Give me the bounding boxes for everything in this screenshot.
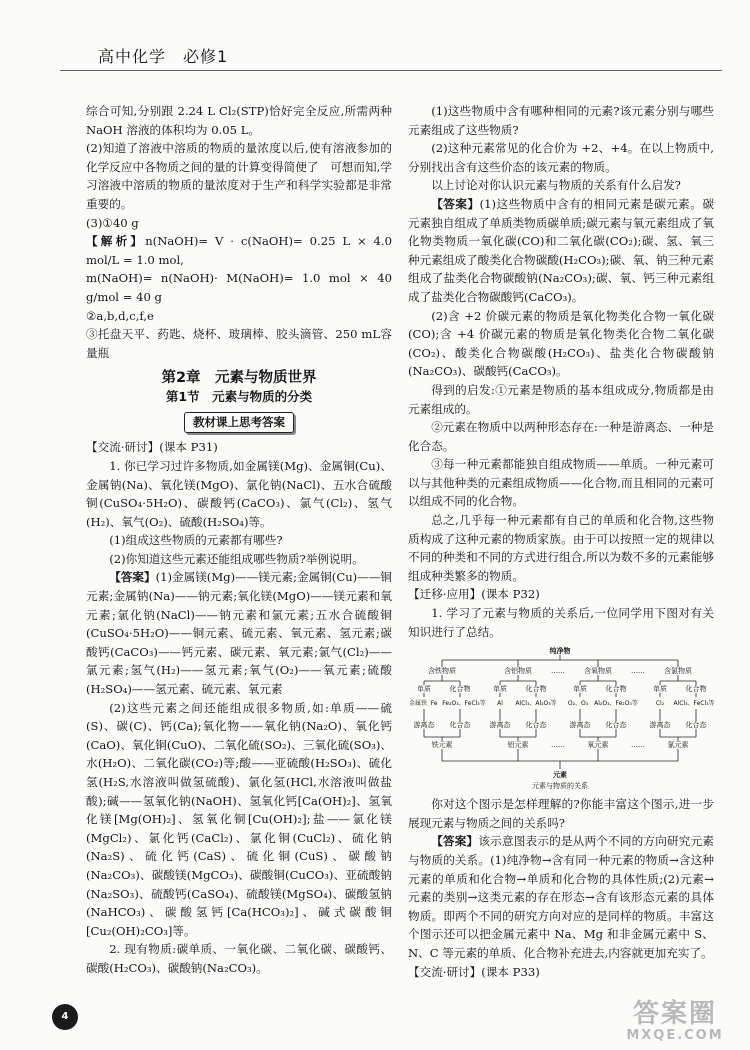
header-rule (60, 70, 722, 71)
paragraph: (1)组成这些物质的元素都有哪些? (109, 533, 283, 548)
example-compound: AlCl₃、FeCl₃等 (673, 700, 715, 708)
page-number: 4 (52, 1004, 78, 1030)
paragraph: 【交流·研讨】(课本 P33) (408, 964, 540, 979)
diagram-bottom-label: 元素 (553, 771, 567, 780)
combined-state-label: 化合态 (525, 721, 547, 730)
ellipsis: …… (551, 667, 565, 676)
simple-substance-label: 单质 (417, 685, 431, 694)
paragraph: 综合可知,分别跟 2.24 L Cl₂(STP)恰好完全反应,所需两种 NaOH 溶液的体积均为 0.05 L。 (86, 104, 392, 137)
paragraph: 【迁移·应用】(课本 P32) (408, 587, 540, 602)
page-header-title: 高中化学 必修1 (98, 47, 229, 66)
label-answer: 【答案】 (431, 196, 480, 211)
paragraph: ③托盘天平、药匙、烧杯、玻璃棒、胶头滴管、250 mL容量瓶 (86, 327, 392, 360)
paragraph (408, 195, 714, 307)
paragraph: 【交流·研讨】(课本 P31) (86, 440, 218, 455)
watermark-text: 答案圈 (632, 999, 717, 1029)
simple-substance-label: 单质 (573, 685, 587, 694)
text: 该示意图表示的是从两个不同的方向研究元素与物质的关系。(1)纯净物→含有同一种元素的物质→含这种元素的单质和化合物→单质和化合物的具体性质;(2)元素→元素的类别→这类元素的存在形态→含有该形态元素的具体物质。即两个不同的研究方向对应的是同样的物质。丰富这个图示还可以把金属元素中 Na、Mg 和非金属元素中 S、N、C 等元素的单质、化合物补充进去,内容就更加充实了。 (408, 834, 714, 960)
compound-label: 化合物 (605, 685, 627, 694)
paragraph: 1. 你已学习过许多物质,如金属镁(Mg)、金属铜(Cu)、金属钠(Na)、氧化镁(MgO)、氯化钠(NaCl)、五水合硫酸铜(CuSO₄·5H₂O)、碳酸钙(CaCO₃)、氯气(Cl₂)、氢气(H₂)、氧气(O₂)、硫酸(H₂SO₄)等。 (86, 458, 392, 529)
answer-box-label: 教材课上思考答案 (184, 412, 294, 433)
paragraph: ②元素在物质中以两种形态存在:一种是游离态、一种是化合态。 (408, 420, 714, 453)
paragraph: (1)这些物质中含有哪种相同的元素?该元素分别与哪些元素组成了这些物质? (408, 104, 714, 137)
simple-substance-label: 单质 (493, 685, 507, 694)
element-label: 铁元素 (431, 741, 453, 750)
paragraph: ②a,b,d,c,f,e (86, 308, 154, 323)
paragraph: 得到的启发:①元素是物质的基本组成成分,物质都是由元素组成的。 (408, 382, 714, 416)
compound-label: 化合物 (449, 685, 471, 694)
metal-prefix-label: 金属铁 (408, 700, 428, 708)
group-title: 含铁物质 (428, 667, 456, 676)
section-title: 第1节 元素与物质的分类 (165, 389, 313, 405)
paragraph: ③每一种元素都能独自组成物质——单质。一种元素可以与其他种类的元素组成物质——化合物,而且相同的元素可以组成不同的化合物。 (408, 457, 714, 509)
simple-substance-label: 单质 (653, 685, 667, 694)
paragraph: 你对这个图示是怎样理解的?你能丰富这个图示,进一步展现元素与物质之间的关系吗? (408, 797, 714, 830)
paragraph (408, 832, 714, 962)
element-label: 氯元素 (667, 741, 689, 750)
example-substance: O₂、O₃ (567, 700, 589, 708)
compound-label: 化合物 (525, 685, 547, 694)
right-column (408, 102, 714, 981)
label-analysis: 【解析】 (86, 234, 146, 249)
diagram-top-label: 纯净物 (549, 647, 571, 656)
paragraph: 2. 现有物质:碳单质、一氧化碳、二氧化碳、碳酸钙、碳酸(H₂CO₃)、碳酸钠(Na₂CO₃)。 (86, 942, 392, 975)
combined-state-label: 化合态 (605, 721, 627, 730)
text: n(NaOH)= V · c(NaOH)= 0.25 L × 4.0 mol/L = 1.0 mol, (86, 234, 392, 267)
paragraph: (2)这种元素常见的化合价为 +2、+4。在以上物质中,分别找出含有这些价态的该元素的物质。 (408, 141, 714, 174)
group-title: 含氯物质 (664, 667, 692, 676)
paragraph: (2)知道了溶液中溶质的物质的量浓度以后,使有溶液参加的化学反应中各物质之间的量的计算变得简便了 可想而知,学习溶液中溶质的物质的量浓度对于生产和科学实验都是非常重要的。 (86, 141, 392, 211)
label-answer: 【答案】 (431, 834, 479, 849)
paragraph (86, 232, 392, 269)
example-compound: AlCl₃、Al₂O₃等 (515, 700, 557, 708)
paragraph: (2)你知道这些元素还能组成哪些物质?举例说明。 (109, 551, 364, 566)
text: (1)这些物质中含有的相同元素是碳元素。碳元素独自组成了单质类物质碳单质;碳元素与氧元素组成了氧化物类物质一氧化碳(CO)和二氧化碳(CO₂);碳、氢、氧三种元素组成了酸类化合物碳酸(H₂CO₃);碳、氧、钠三种元素组成了盐类化合物碳酸钠(Na₂CO₃);碳、氧、钙三种元素组成了盐类化合物碳酸钙(CaCO₃)。 (408, 196, 714, 304)
watermark-url: MXQE.COM (626, 1028, 724, 1043)
combined-state-label: 化合态 (449, 721, 471, 730)
paragraph: m(NaOH)= n(NaOH)· M(NaOH)= 1.0 mol × 40 g/mol = 40 g (86, 271, 392, 304)
paragraph (86, 568, 392, 698)
ellipsis: …… (551, 741, 565, 750)
chapter-title: 第2章 元素与物质世界 (161, 370, 317, 387)
paragraph: 以上讨论对你认识元素与物质的关系有什么启发? (431, 178, 681, 193)
compound-label: 化合物 (685, 685, 707, 694)
example-substance: Cl₂ (655, 700, 665, 708)
element-label: 氧元素 (587, 741, 609, 750)
free-state-label: 游离态 (489, 721, 511, 730)
example-compound: Fe₂O₃、FeCl₃等 (442, 700, 486, 708)
free-state-label: 游离态 (413, 721, 435, 730)
example-substance: Fe (430, 700, 438, 708)
group-title: 含铝物质 (504, 667, 532, 676)
element-matter-diagram (408, 645, 715, 795)
example-compound: Al₂O₃、Fe₂O₃等 (594, 700, 638, 708)
ellipsis: …… (631, 741, 645, 750)
combined-state-label: 化合态 (685, 721, 707, 730)
watermark-logo (610, 1000, 740, 1043)
example-substance: Al (497, 700, 503, 708)
free-state-label: 游离态 (649, 721, 671, 730)
label-answer: 【答案】 (109, 570, 156, 585)
ellipsis: …… (631, 667, 645, 676)
paragraph: (2)这些元素之间还能组成很多物质,如:单质——硫(S)、碳(C)、钙(Ca);氧化物——氧化钠(Na₂O)、氧化钙(CaO)、氧化铜(CuO)、二氧化硫(SO₂)、三氧化硫(SO₃)、水(H₂O)、二氧化碳(CO₂)等;酸——亚硫酸(H₂SO₃)、硫化氢(H₂S,水溶液叫做氢硫酸)、氯化氢(HCl,水溶液叫做盐酸);碱——氢氧化钠(NaOH)、氢氧化钙[Ca(OH)₂]、氢氧化镁[Mg(OH)₂]、氢氧化铜[Cu(OH)₂];盐——氯化镁(MgCl₂)、氯化钙(CaCl₂)、氯化铜(CuCl₂)、硫化钠(Na₂S)、硫化钙(CaS)、硫化铜(CuS)、碳酸钠(Na₂CO₃)、碳酸镁(MgCO₃)、碳酸铜(CuCO₃)、亚硫酸钠(Na₂SO₃)、硫酸钙(CaSO₄)、硫酸镁(MgSO₄)、碳酸氢钠(NaHCO₃)、碳酸氢钙[Ca(HCO₃)₂]、碱式碳酸铜[Cu₂(OH)₂CO₃]等。 (86, 700, 392, 938)
group-title: 含氧物质 (584, 667, 612, 676)
diagram-caption: 元素与物质的关系 (532, 782, 588, 791)
free-state-label: 游离态 (569, 721, 591, 730)
element-label: 铝元素 (507, 741, 529, 750)
text: (1)金属镁(Mg)——镁元素;金属铜(Cu)——铜元素;金属钠(Na)——钠元素;氧化镁(MgO)——镁元素和氧元素;氯化钠(NaCl)——钠元素和氯元素;五水合硫酸铜(CuSO₄·5H₂O)——铜元素、硫元素、氧元素、氢元素;碳酸钙(CaCO₃)——钙元素、碳元素、氧元素;氯气(Cl₂)——氯元素;氢气(H₂)——氢元素;氧气(O₂)——氧元素;硫酸(H₂SO₄)——氢元素、硫元素、氧元素 (86, 570, 392, 697)
paragraph: (3)①40 g (86, 215, 139, 230)
left-column (86, 102, 392, 978)
paragraph: 总之,几乎每一种元素都有自己的单质和化合物,这些物质构成了这种元素的物质家族。由于可以按照一定的规律以不同的种类和不同的方式进行组合,所以为数不多的元素能够组成种类繁多的物质。 (408, 513, 714, 583)
paragraph: (2)含 +2 价碳元素的物质是氧化物类化合物一氧化碳(CO);含 +4 价碳元素的物质是氧化物类化合物二氧化碳(CO₂)、酸类化合物碳酸(H₂CO₃)、盐类化合物碳酸钠(Na₂CO₃)、碳酸钙(CaCO₃)。 (408, 308, 714, 379)
paragraph: 1. 学习了元素与物质的关系后,一位同学用下图对有关知识进行了总结。 (408, 606, 714, 639)
